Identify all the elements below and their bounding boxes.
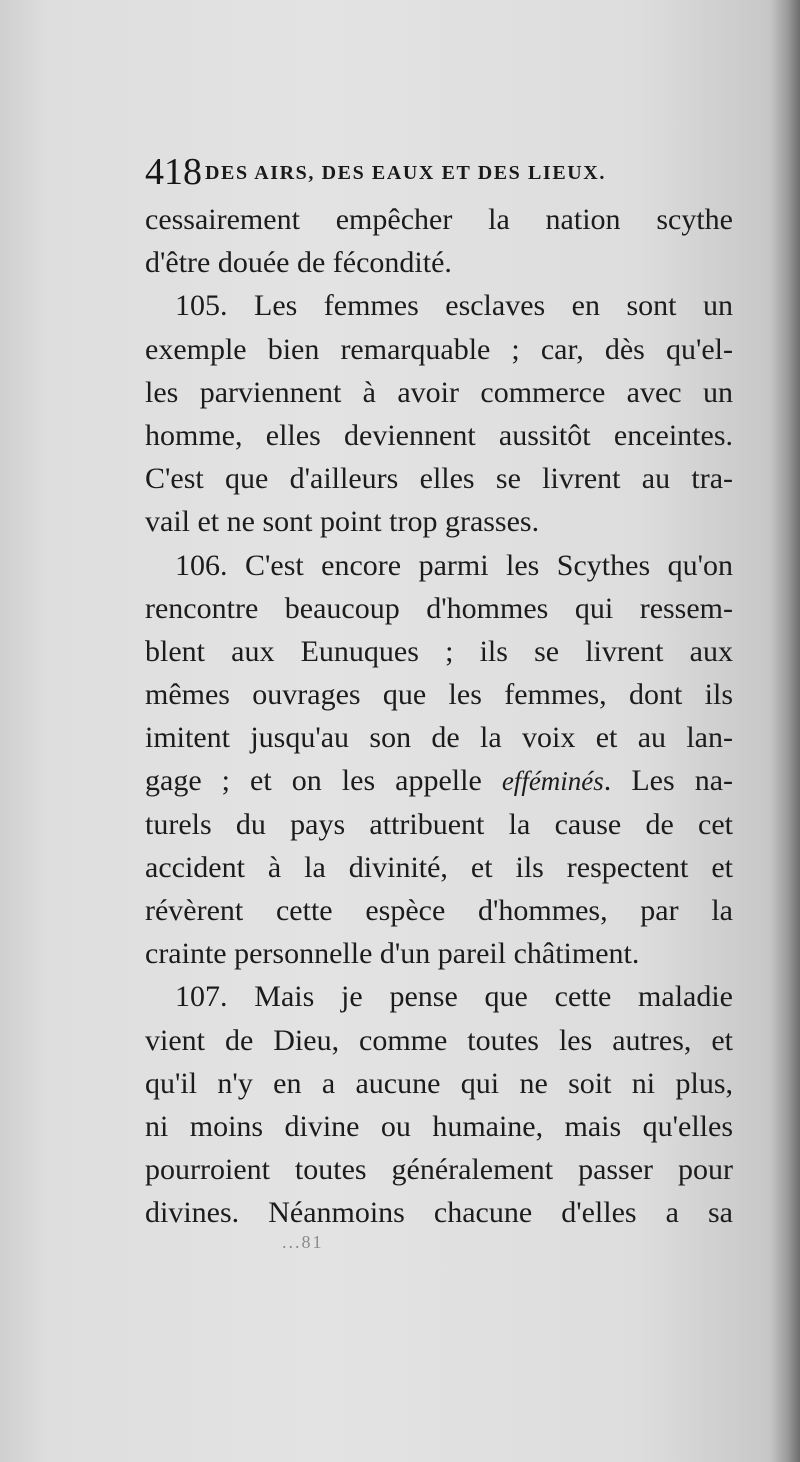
body-text [145, 198, 733, 1228]
italic-term: efféminés [501, 766, 604, 797]
text-line: vail et ne sont point trop grasses. [145, 505, 540, 539]
text-line: accident à la divinité, et ils respectent et [145, 850, 733, 884]
text-line: révèrent cette espèce d'hommes, par la [145, 894, 733, 927]
paragraph-107-start: 107. Mais je pense que cette maladie [175, 980, 733, 1014]
text-line: vient de Dieu, comme toutes les autres, et [145, 1023, 733, 1057]
text-line: rencontre beaucoup d'hommes qui ressem- [145, 591, 733, 625]
text-line: d'être douée de fécondité. [145, 246, 452, 280]
text-line: mêmes ouvrages que les femmes, dont ils [145, 678, 733, 712]
text-line: blent aux Eunuques ; ils se livrent aux [145, 634, 733, 668]
text-line: crainte personnelle d'un pareil châtiment. [145, 937, 640, 971]
text-line: exemple bien remarquable ; car, dès qu'el- [145, 332, 733, 366]
line-part: gage ; et on les appelle [145, 764, 502, 798]
running-head: DES AIRS, DES EAUX ET DES LIEUX. [205, 162, 606, 184]
text-line: qu'il n'y en a aucune qui ne soit ni plus, [145, 1066, 733, 1100]
page-gutter-shadow [770, 0, 800, 1462]
text-line: turels du pays attribuent la cause de cet [145, 807, 733, 841]
text-line-with-italic [145, 759, 733, 802]
paragraph-105-start: 105. Les femmes esclaves en sont un [175, 289, 733, 323]
text-line: cessairement empêcher la nation scythe [145, 203, 733, 236]
line-part: . Les na- [603, 764, 734, 798]
text-line: imitent jusqu'au son de la voix et au lan- [145, 721, 733, 755]
text-line: divines. Néanmoins chacune d'elles a sa [145, 1196, 733, 1230]
text-line: ni moins divine ou humaine, mais qu'elles [145, 1109, 733, 1143]
text-line: pourroient toutes généralement passer pour [145, 1153, 733, 1187]
text-line: les parviennent à avoir commerce avec un [145, 375, 733, 409]
text-line: homme, elles deviennent aussitôt enceintes. [145, 418, 733, 452]
page-header [145, 150, 735, 194]
paragraph-106-start: 106. C'est encore parmi les Scythes qu'on [175, 548, 733, 582]
page-number: 418 [145, 151, 202, 193]
bleed-through-mark: ...81 [282, 1232, 324, 1252]
text-line: C'est que d'ailleurs elles se livrent au tra- [145, 462, 733, 496]
